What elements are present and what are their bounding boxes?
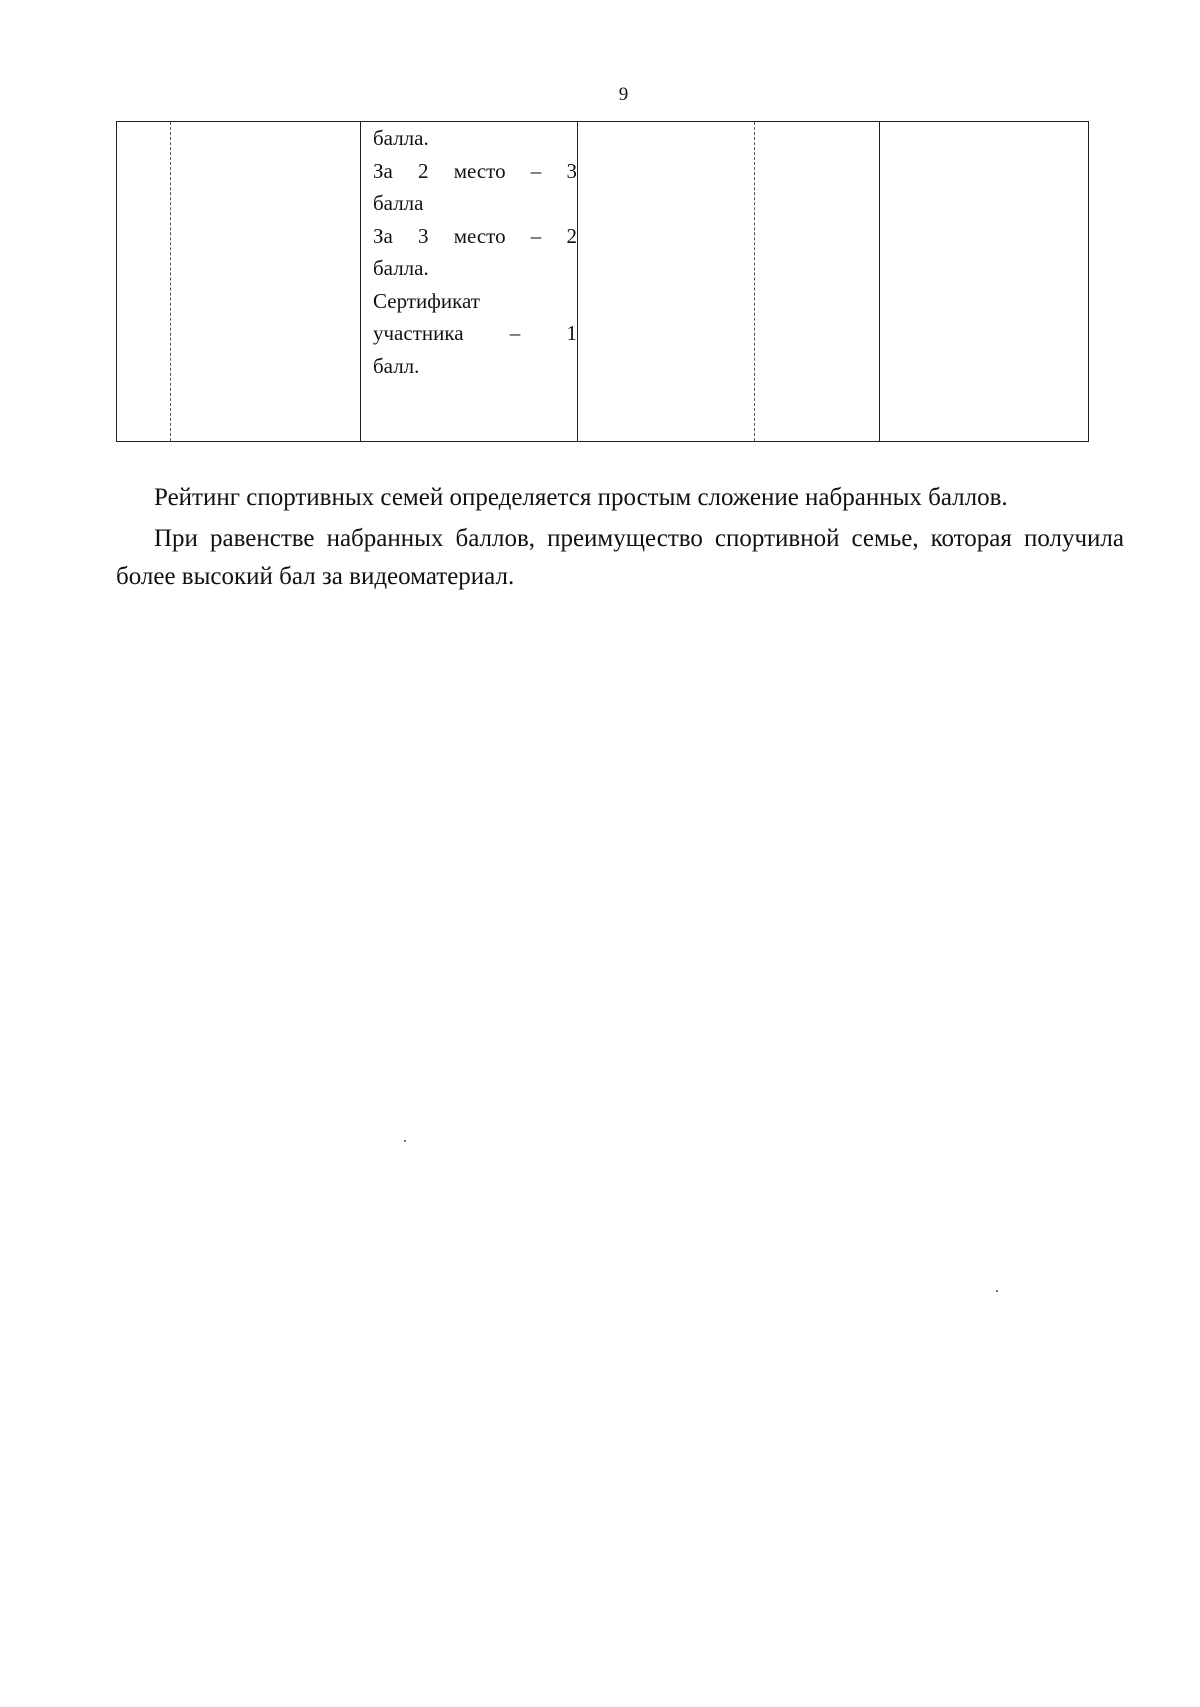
table-cell-word: место — [453, 223, 506, 248]
table-cell-line — [373, 187, 577, 220]
table-cell-word: За — [373, 158, 393, 183]
table-cell-line — [373, 220, 577, 253]
table-cell-word: балла — [373, 191, 424, 215]
page-number: 9 — [618, 84, 629, 105]
table-cell-word: балла. — [373, 126, 429, 150]
scan-speck — [996, 1290, 998, 1292]
table-cell-word: место — [453, 158, 506, 183]
scan-speck — [404, 1140, 406, 1142]
tie-break-paragraph: При равенстве набранных баллов, преимущество спортивной семье, которая получила более высокий бал за видеоматериал. — [116, 525, 1124, 590]
table-cell-word: – — [509, 321, 521, 345]
table-column-divider — [577, 122, 578, 441]
continued-table — [116, 121, 1089, 442]
table-cell-word: – — [530, 223, 542, 248]
table-cell-word: – — [530, 158, 542, 183]
rating-paragraph: Рейтинг спортивных семей определяется простым сложение набранных баллов. — [154, 484, 1008, 511]
table-column-divider — [360, 122, 361, 441]
table-cell-line — [373, 122, 577, 155]
table-cell-line — [373, 285, 577, 318]
table-cell-line — [373, 252, 577, 285]
table-cell-line — [373, 317, 577, 350]
table-cell-word: балл. — [373, 353, 420, 378]
table-column-divider — [754, 122, 755, 441]
table-cell-word: 3 — [566, 158, 577, 183]
table-cell-word: За — [373, 223, 393, 248]
table-cell-word: участника — [373, 321, 464, 345]
table-cell-word: Сертификат — [373, 288, 480, 313]
table-column-divider — [879, 122, 880, 441]
table-cell-word: 2 — [418, 158, 429, 183]
table-column-divider — [170, 122, 171, 441]
table-cell-word: 2 — [566, 223, 577, 248]
table-cell-word: 1 — [566, 321, 577, 345]
table-cell-line — [373, 155, 577, 188]
table-cell-scoring — [373, 122, 577, 382]
table-cell-word: 3 — [418, 223, 429, 248]
table-cell-word: балла. — [373, 256, 429, 280]
table-cell-line — [373, 350, 577, 383]
